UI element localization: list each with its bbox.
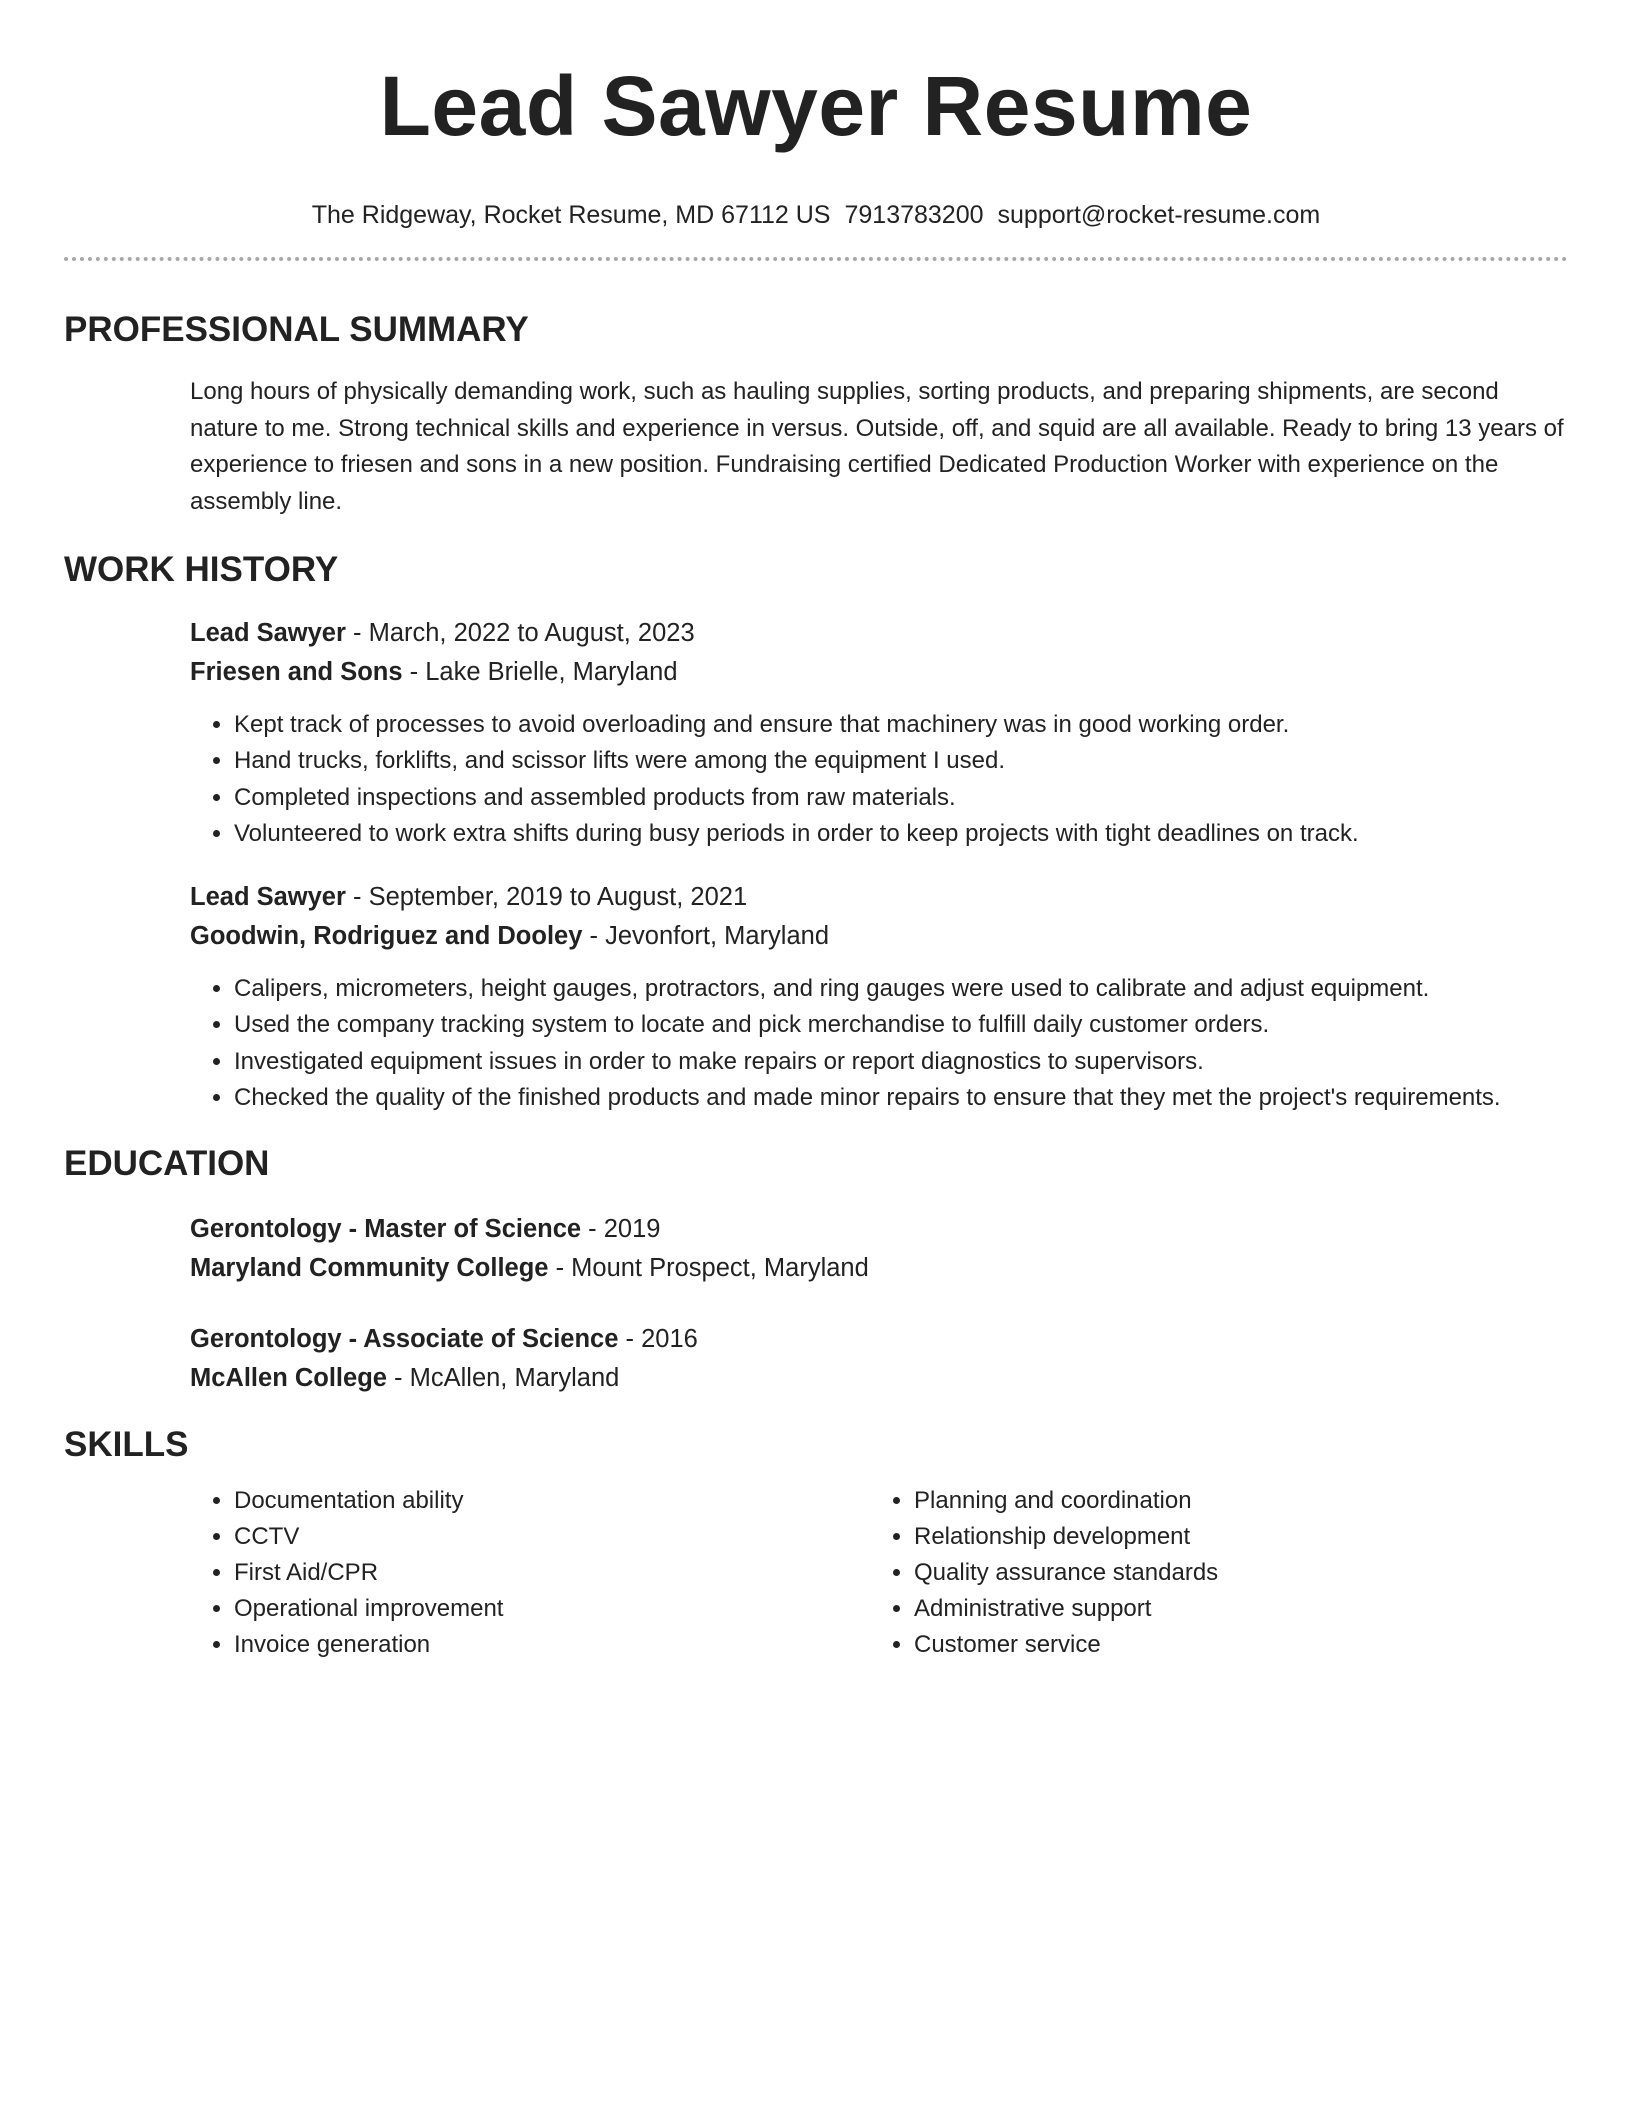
header-divider: [64, 257, 1568, 261]
contact-line: [64, 198, 1568, 232]
education-entry: [190, 1210, 1568, 1287]
list-item: • Planning and coordination: [914, 1483, 1218, 1519]
job-role-line: [190, 614, 1568, 653]
list-item: • Documentation ability: [234, 1483, 870, 1519]
school: Maryland Community College: [190, 1253, 549, 1282]
contact-address: The Ridgeway, Rocket Resume, MD 67112 US: [311, 201, 831, 229]
skills-column-right: [870, 1483, 1218, 1663]
skills-list: [190, 1483, 1568, 1663]
degree: Gerontology - Associate of Science: [190, 1325, 619, 1354]
list-item: • Operational improvement: [234, 1591, 870, 1627]
job-dates: - March, 2022 to August, 2023: [345, 619, 695, 647]
list-item: • Kept track of processes to avoid overloading and ensure that machinery was in good working order.: [234, 707, 1568, 743]
summary-heading: PROFESSIONAL SUMMARY: [64, 310, 529, 349]
degree-year: - 2019: [581, 1215, 661, 1244]
job-company-line: [190, 653, 1568, 692]
degree: Gerontology - Master of Science: [190, 1215, 582, 1244]
list-item: • CCTV: [234, 1519, 870, 1555]
job-company: Goodwin, Rodriguez and Dooley: [190, 921, 583, 950]
skills-right: [870, 1483, 1218, 1663]
job-location: - Lake Brielle, Maryland: [402, 657, 678, 686]
list-item: • Relationship development: [914, 1519, 1218, 1555]
skills-column-left: [190, 1483, 870, 1663]
list-item: • Quality assurance standards: [914, 1555, 1218, 1591]
list-item: • Calipers, micrometers, height gauges, protractors, and ring gauges were used to calibrate and adjust equipment.: [234, 971, 1568, 1007]
job-role: Lead Sawyer: [190, 883, 346, 912]
list-item: • Administrative support: [914, 1591, 1218, 1627]
education-heading: EDUCATION: [64, 1144, 270, 1184]
list-item: • Volunteered to work extra shifts during busy periods in order to keep projects with tight deadlines on track.: [234, 816, 1568, 852]
skills-left: [190, 1483, 870, 1663]
contact-email[interactable]: support@rocket-resume.com: [997, 201, 1321, 229]
list-item: • Used the company tracking system to locate and pick merchandise to fulfill daily customer orders.: [234, 1007, 1568, 1043]
contact-phone: 7913783200: [844, 201, 984, 229]
list-item: • Checked the quality of the finished products and made minor repairs to ensure that they met the project's requirements.: [234, 1080, 1568, 1116]
job-company-line: [190, 917, 1568, 956]
school-line: [190, 1249, 1568, 1288]
list-item: • Customer service: [914, 1627, 1218, 1663]
job-role: Lead Sawyer: [190, 619, 346, 647]
list-item: • Invoice generation: [234, 1627, 870, 1663]
list-item: • Investigated equipment issues in order to make repairs or report diagnostics to supervisors.: [234, 1044, 1568, 1080]
job-entry: [190, 878, 1568, 1116]
list-item: • First Aid/CPR: [234, 1555, 870, 1591]
degree-line: [190, 1210, 1568, 1249]
work-history-heading: WORK HISTORY: [64, 550, 339, 589]
job-location: - Jevonfort, Maryland: [582, 921, 830, 950]
job-bullets: [190, 971, 1568, 1116]
job-dates: - September, 2019 to August, 2021: [345, 883, 748, 912]
summary-text: Long hours of physically demanding work, such as hauling supplies, sorting products, and preparing shipments, are second nature to me. Strong technical skills and experience in versus. Outside, off, and squid are all available. Ready to bring 13 years of experience to friesen and sons in a new position. Fundraising certified Dedicated Production Worker with experience on the assembly line.: [190, 378, 1564, 515]
skills-heading: SKILLS: [64, 1425, 189, 1465]
education-entry: [190, 1320, 1568, 1397]
list-item: • Completed inspections and assembled products from raw materials.: [234, 780, 1568, 816]
job-bullets: [190, 707, 1568, 852]
list-item: • Hand trucks, forklifts, and scissor lifts were among the equipment I used.: [234, 743, 1568, 779]
job-company: Friesen and Sons: [190, 657, 403, 686]
degree-line: [190, 1320, 1568, 1359]
degree-year: - 2016: [618, 1325, 698, 1354]
resume-title: Lead Sawyer Resume: [379, 59, 1253, 153]
school-location: - McAllen, Maryland: [386, 1363, 620, 1392]
school: McAllen College: [190, 1363, 387, 1392]
school-line: [190, 1359, 1568, 1398]
school-location: - Mount Prospect, Maryland: [548, 1253, 869, 1282]
job-entry: [190, 614, 1568, 852]
job-role-line: [190, 878, 1568, 917]
